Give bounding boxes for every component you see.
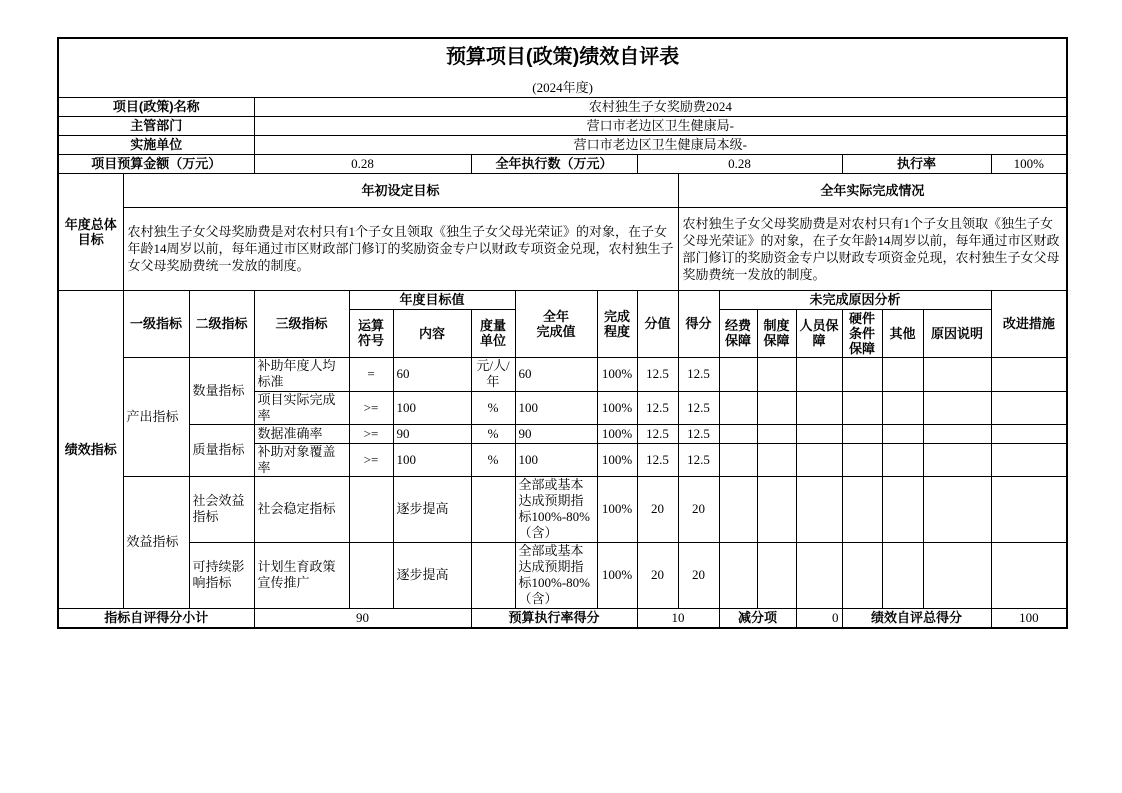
staffing-cell [796,424,842,443]
operator-cell: >= [349,391,393,424]
unit-cell [471,476,515,542]
improvement-cell [991,391,1067,424]
title-cell [58,38,1067,97]
completion-cell: 100% [597,443,637,476]
system-cell [757,542,796,608]
system-cell [757,357,796,391]
reason-cell [923,476,991,542]
score-cell: 20 [678,476,719,542]
improvement-cell [991,424,1067,443]
completion-header: 完成程度 [597,290,637,357]
funding-header: 经费保障 [719,309,757,357]
actual-value-header: 全年 完成值 [515,290,597,357]
level3-cell: 补助对象覆盖率 [254,443,349,476]
level2-cell: 数量指标 [189,357,254,424]
unit-cell: 元/人/年 [471,357,515,391]
staffing-cell [796,443,842,476]
level3-cell: 项目实际完成率 [254,391,349,424]
deduction-label: 减分项 [719,608,796,628]
completion-cell: 100% [597,357,637,391]
level3-cell: 补助年度人均标准 [254,357,349,391]
actual-value-cell: 60 [515,357,597,391]
executed-label: 全年执行数（万元） [471,154,637,173]
weight-cell: 12.5 [637,391,678,424]
form-subtitle: (2024年度) [532,80,593,95]
system-cell [757,391,796,424]
actual-value-cell: 全部或基本达成预期指标100%-80%（含） [515,542,597,608]
indicator-row [58,476,1067,542]
score-cell: 12.5 [678,424,719,443]
level2-header: 二级指标 [189,290,254,357]
executed-value: 0.28 [637,154,842,173]
staffing-cell [796,357,842,391]
score-cell: 12.5 [678,357,719,391]
subtotal-label: 指标自评得分小计 [58,608,254,628]
staffing-cell [796,542,842,608]
budget-label: 项目预算金额（万元） [58,154,254,173]
competent-dept-label: 主管部门 [58,116,254,135]
weight-cell: 12.5 [637,424,678,443]
implementing-unit-label: 实施单位 [58,135,254,154]
funding-cell [719,443,757,476]
target-content-cell: 逐步提高 [393,542,471,608]
annual-target-header: 年度目标值 [349,290,515,309]
reason-cell [923,391,991,424]
funding-cell [719,357,757,391]
unit-cell [471,542,515,608]
funding-cell [719,391,757,424]
hardware-cell [842,357,882,391]
system-cell [757,443,796,476]
actual-value-cell: 100 [515,443,597,476]
initial-goal-text: 农村独生子女父母奖励费是对农村只有1个子女且领取《独生子女父母光荣证》的对象，在子女年龄14周岁以前，每年通过市区财政部门修订的奖励资金专户以财政专项资金兑现，农村独生子女父母奖励费统一发放的制度。 [123,207,678,290]
actual-value-cell: 90 [515,424,597,443]
level3-header: 三级指标 [254,290,349,357]
implementing-unit-value: 营口市老边区卫生健康局本级- [254,135,1067,154]
score-cell: 12.5 [678,391,719,424]
actual-completion-header: 全年实际完成情况 [678,173,1067,207]
weight-cell: 12.5 [637,443,678,476]
other-cell [882,542,923,608]
staffing-cell [796,391,842,424]
improvement-cell [991,542,1067,608]
completion-cell: 100% [597,542,637,608]
other-cell [882,443,923,476]
system-header: 制度保障 [757,309,796,357]
weight-header: 分值 [637,290,678,357]
other-cell [882,391,923,424]
other-cell [882,424,923,443]
system-cell [757,476,796,542]
operator-cell [349,476,393,542]
initial-goal-header: 年初设定目标 [123,173,678,207]
level1-cell: 产出指标 [123,357,189,476]
execution-rate-value: 100% [991,154,1067,173]
hardware-cell [842,391,882,424]
staffing-cell [796,476,842,542]
other-cell [882,476,923,542]
improvement-cell [991,357,1067,391]
improvement-cell [991,443,1067,476]
target-content-cell: 100 [393,391,471,424]
reason-cell [923,424,991,443]
operator-cell: = [349,357,393,391]
budget-value: 0.28 [254,154,471,173]
reason-cell [923,357,991,391]
actual-value-cell: 100 [515,391,597,424]
level2-cell: 可持续影响指标 [189,542,254,608]
reason-cell [923,542,991,608]
hardware-cell [842,476,882,542]
system-cell [757,424,796,443]
funding-cell [719,424,757,443]
level3-cell: 计划生育政策宣传推广 [254,542,349,608]
total-score-label: 绩效自评总得分 [842,608,991,628]
improvement-header: 改进措施 [991,290,1067,357]
target-content-cell: 100 [393,443,471,476]
annual-goals-label: 年度总体目标 [58,173,123,290]
other-cell [882,357,923,391]
competent-dept-value: 营口市老边区卫生健康局- [254,116,1067,135]
actual-completion-text: 农村独生子女父母奖励费是对农村只有1个子女且领取《独生子女父母光荣证》的对象，在子女年龄14周岁以前，每年通过市区财政部门修订的奖励资金专户以财政专项资金兑现，农村独生子女父母奖励费统一发放的制度。 [678,207,1067,290]
level2-cell: 社会效益指标 [189,476,254,542]
evaluation-sheet [57,37,1066,629]
target-content-cell: 90 [393,424,471,443]
project-name-label: 项目(政策)名称 [58,97,254,116]
hardware-header: 硬件条件保障 [842,309,882,357]
improvement-cell [991,476,1067,542]
level1-header: 一级指标 [123,290,189,357]
score-header: 得分 [678,290,719,357]
target-content-cell: 60 [393,357,471,391]
actual-value-cell: 全部或基本达成预期指标100%-80%（含） [515,476,597,542]
completion-cell: 100% [597,424,637,443]
operator-cell: >= [349,443,393,476]
form-title: 预算项目(政策)绩效自评表 [445,46,680,68]
operator-cell: >= [349,424,393,443]
target-content-cell: 逐步提高 [393,476,471,542]
project-name-value: 农村独生子女奖励费2024 [254,97,1067,116]
shortfall-analysis-header: 未完成原因分析 [719,290,991,309]
unit-cell: % [471,391,515,424]
unit-cell: % [471,443,515,476]
hardware-cell [842,443,882,476]
level3-cell: 社会稳定指标 [254,476,349,542]
operator-header: 运算 符号 [349,309,393,357]
score-cell: 12.5 [678,443,719,476]
operator-cell [349,542,393,608]
self-evaluation-table [57,37,1068,629]
budget-score-label: 预算执行率得分 [471,608,637,628]
completion-cell: 100% [597,391,637,424]
unit-header: 度量 单位 [471,309,515,357]
total-score-value: 100 [991,608,1067,628]
target-content-header: 内容 [393,309,471,357]
hardware-cell [842,542,882,608]
performance-indicators-label: 绩效指标 [58,290,123,608]
indicator-row [58,542,1067,608]
hardware-cell [842,424,882,443]
funding-cell [719,476,757,542]
other-header: 其他 [882,309,923,357]
unit-cell: % [471,424,515,443]
weight-cell: 20 [637,476,678,542]
weight-cell: 20 [637,542,678,608]
weight-cell: 12.5 [637,357,678,391]
score-cell: 20 [678,542,719,608]
completion-cell: 100% [597,476,637,542]
staffing-header: 人员保障 [796,309,842,357]
deduction-value: 0 [796,608,842,628]
level1-cell: 效益指标 [123,476,189,608]
indicator-row [58,357,1067,391]
subtotal-value: 90 [254,608,471,628]
level2-cell: 质量指标 [189,424,254,476]
indicator-row [58,424,1067,443]
reason-cell [923,443,991,476]
reason-header: 原因说明 [923,309,991,357]
funding-cell [719,542,757,608]
level3-cell: 数据准确率 [254,424,349,443]
budget-score-value: 10 [637,608,719,628]
execution-rate-label: 执行率 [842,154,991,173]
